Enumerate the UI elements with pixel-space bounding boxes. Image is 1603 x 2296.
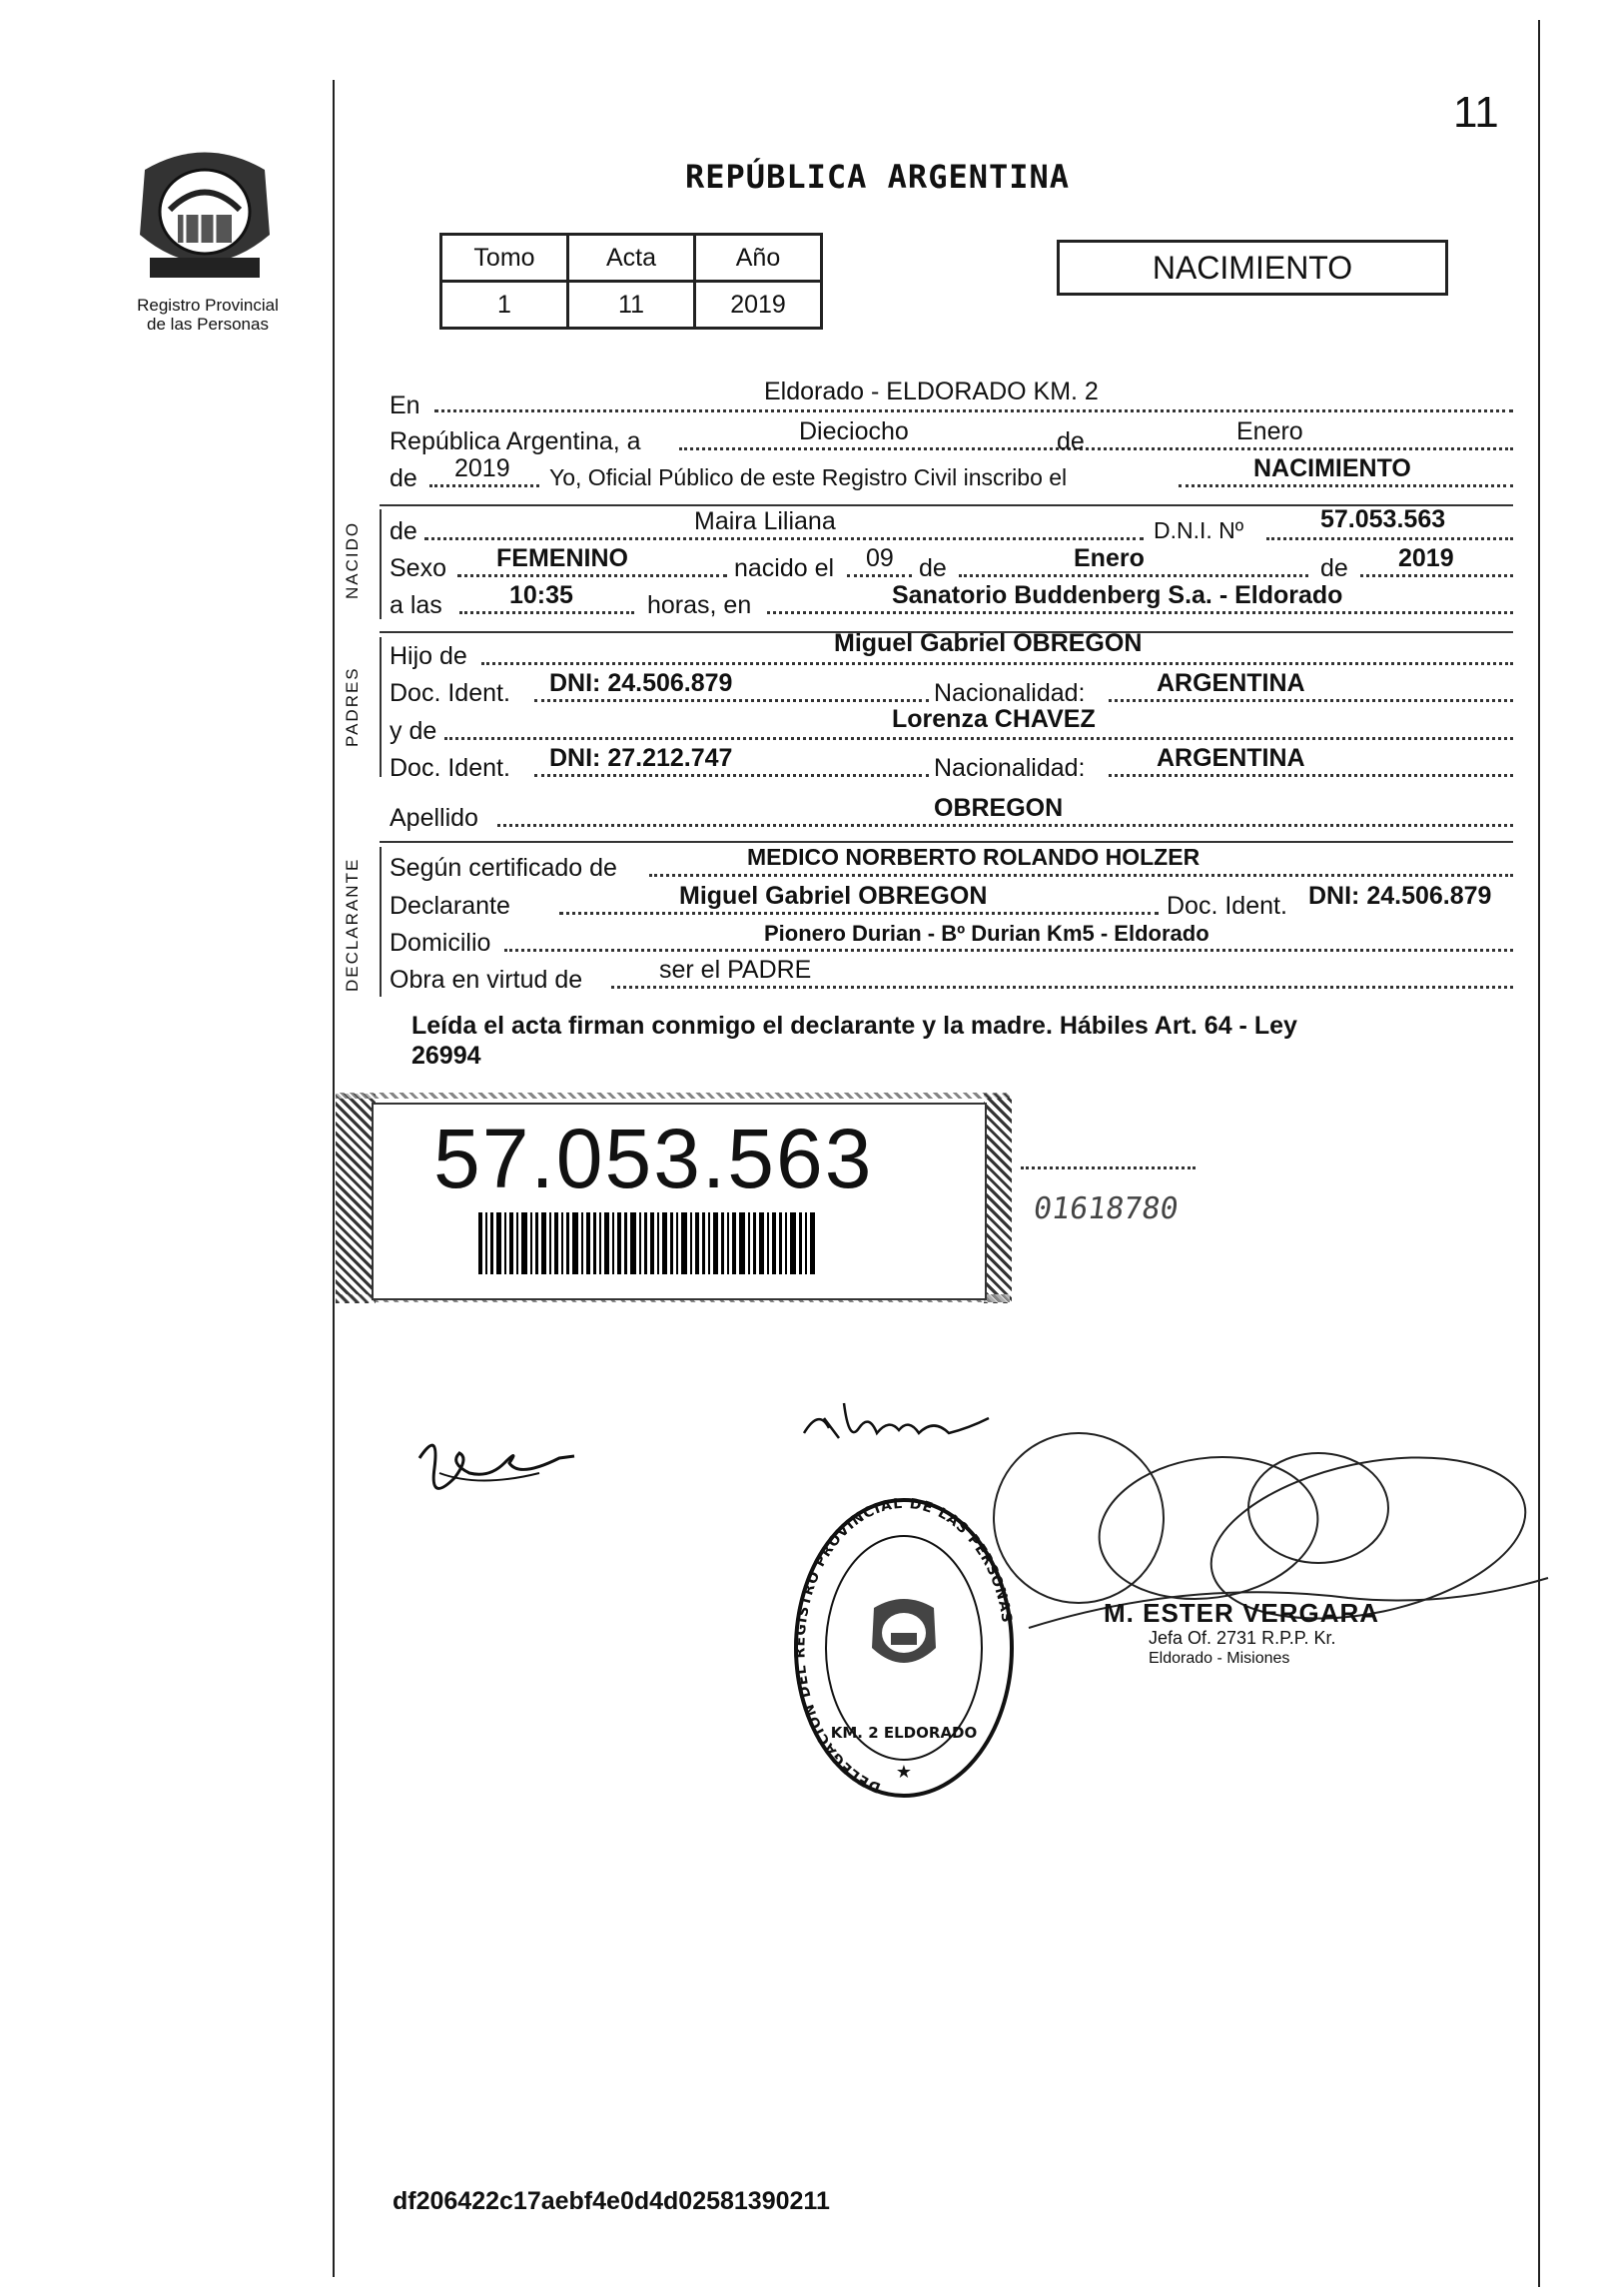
official-title: Jefa Of. 2731 R.P.P. Kr. — [1149, 1628, 1336, 1648]
dotted-line — [959, 574, 1308, 577]
table-value-anio: 2019 — [695, 282, 822, 329]
cert-label: Según certificado de — [390, 854, 617, 882]
dotted-line — [434, 409, 1513, 412]
document-type-label: NACIMIENTO — [1152, 250, 1353, 286]
stamp-outer-text: DELEGACION DEL REGISTRO PROVINCIAL DE LAS PERSONAS — [792, 1495, 1015, 1796]
republica-label: República Argentina, a — [390, 427, 641, 455]
madre-name-value: Lorenza CHAVEZ — [892, 705, 1096, 733]
declarante-doc-value: DNI: 24.506.879 — [1308, 882, 1492, 910]
dotted-line — [444, 737, 1513, 740]
nacido-bracket — [380, 509, 382, 619]
en-label: En — [390, 391, 420, 419]
dotted-line — [457, 574, 727, 577]
sexo-value: FEMENINO — [496, 544, 628, 572]
nacido-side-label: NACIDO — [343, 520, 362, 599]
oficial-text: Yo, Oficial Público de este Registro Civil inscribo el — [549, 464, 1068, 490]
domicilio-value: Pionero Durian - Bº Durian Km5 - Eldorado — [764, 921, 1209, 946]
table-header-anio: Año — [695, 235, 822, 282]
logo-caption: Registro Provincial de las Personas — [137, 296, 279, 334]
month-value: Enero — [1236, 417, 1303, 445]
right-margin-line — [1538, 20, 1540, 2287]
dotted-line — [424, 537, 1144, 540]
year-value: 2019 — [454, 454, 510, 482]
sexo-label: Sexo — [390, 554, 446, 582]
registry-stamp — [789, 1488, 1019, 1813]
dotted-line — [534, 699, 929, 702]
padres-side-label: PADRES — [343, 666, 362, 747]
dotted-line — [1109, 774, 1513, 777]
madre-nac-value: ARGENTINA — [1157, 744, 1305, 772]
dotted-line — [504, 949, 1513, 952]
day-value: Dieciocho — [799, 417, 909, 445]
dotted-line — [679, 447, 1513, 450]
horas-en-label: horas, en — [647, 591, 752, 619]
madre-doc-label: Doc. Ident. — [390, 754, 510, 782]
declarante-bracket — [380, 847, 382, 997]
de-label: de — [1057, 427, 1085, 455]
table-value-acta: 11 — [568, 282, 695, 329]
anio-value: 2019 — [1398, 544, 1454, 572]
security-ornament-top — [336, 1093, 1010, 1099]
madre-signature — [799, 1388, 999, 1463]
footer-hash: df206422c17aebf4e0d4d02581390211 — [393, 2187, 830, 2215]
dotted-line — [1179, 484, 1513, 487]
tomo-acta-anio-table — [439, 233, 823, 330]
obra-value: ser el PADRE — [659, 956, 812, 984]
declarante-doc-label: Doc. Ident. — [1167, 892, 1287, 920]
alas-label: a las — [390, 591, 442, 619]
dotted-line — [559, 912, 1159, 915]
leida-text: Leída el acta firman conmigo el declarante y la madre. Hábiles Art. 64 - Ley 26994 — [411, 1012, 1297, 1070]
official-name: M. ESTER VERGARA — [1104, 1598, 1380, 1628]
security-ornament-right — [984, 1094, 1012, 1303]
table-value-tomo: 1 — [441, 282, 568, 329]
tipo-value: NACIMIENTO — [1253, 454, 1411, 482]
dotted-line — [497, 824, 1513, 827]
hijo-de-label: Hijo de — [390, 642, 467, 670]
table-header-tomo: Tomo — [441, 235, 568, 282]
page-title: REPÚBLICA ARGENTINA — [685, 158, 1071, 196]
padres-bracket — [380, 637, 382, 777]
dotted-line — [481, 662, 1513, 665]
dotted-line — [459, 611, 634, 614]
apellido-value: OBREGON — [934, 794, 1064, 822]
serial-stamp-line — [1021, 1166, 1196, 1169]
dotted-line — [611, 986, 1513, 989]
dotted-line — [1360, 574, 1513, 577]
dotted-line — [1109, 699, 1513, 702]
dotted-line — [534, 774, 929, 777]
declarante-label: Declarante — [390, 892, 510, 920]
dni-label: D.N.I. Nº — [1154, 517, 1244, 543]
de-anio-label: de — [1320, 554, 1348, 582]
lugar-value: Sanatorio Buddenberg S.a. - Eldorado — [892, 581, 1343, 609]
declarante-value: Miguel Gabriel OBREGON — [679, 882, 988, 910]
declarante-signature — [409, 1418, 579, 1513]
de-mes-label: de — [919, 554, 947, 582]
serial-number: 01618780 — [1031, 1191, 1181, 1226]
madre-doc-value: DNI: 27.212.747 — [549, 744, 733, 772]
y-de-label: y de — [390, 717, 437, 745]
declarante-side-label: DECLARANTE — [343, 857, 362, 992]
padre-doc-value: DNI: 24.506.879 — [549, 669, 733, 697]
left-margin-line — [333, 80, 335, 2277]
star-icon: ★ — [895, 1762, 913, 1782]
dotted-line — [649, 874, 1513, 877]
padre-nac-value: ARGENTINA — [1157, 669, 1305, 697]
padre-doc-label: Doc. Ident. — [390, 679, 510, 707]
nacido-el-label: nacido el — [734, 554, 835, 582]
dia-value: 09 — [866, 544, 894, 572]
barcode-bars — [478, 1212, 818, 1279]
de-year-label: de — [390, 464, 417, 492]
security-ornament-left — [336, 1094, 376, 1303]
barcode-number: 57.053.563 — [433, 1112, 874, 1205]
separator-line — [380, 841, 1513, 843]
padre-name-value: Miguel Gabriel OBREGON — [834, 629, 1143, 657]
barcode-label — [372, 1103, 987, 1300]
child-name-value: Maira Liliana — [694, 507, 836, 535]
dotted-line — [429, 484, 539, 487]
page-number: 11 — [1453, 88, 1499, 137]
official-location: Eldorado - Misiones — [1149, 1650, 1290, 1667]
nacido-de-label: de — [390, 517, 417, 545]
obra-label: Obra en virtud de — [390, 966, 583, 994]
hora-value: 10:35 — [509, 581, 573, 609]
coat-of-arms-logo — [130, 140, 280, 290]
dotted-line — [1266, 537, 1513, 540]
child-dni-value: 57.053.563 — [1320, 505, 1446, 533]
madre-nac-label: Nacionalidad: — [934, 754, 1086, 782]
document-type-box — [1057, 240, 1448, 296]
dotted-line — [847, 574, 912, 577]
dotted-line — [767, 611, 1513, 614]
mes-value: Enero — [1074, 544, 1145, 572]
apellido-label: Apellido — [390, 804, 478, 832]
padre-nac-label: Nacionalidad: — [934, 679, 1086, 707]
en-value: Eldorado - ELDORADO KM. 2 — [764, 378, 1099, 405]
cert-value: MEDICO NORBERTO ROLANDO HOLZER — [747, 844, 1201, 870]
stamp-inner-text: KM. 2 ELDORADO — [830, 1724, 978, 1742]
table-header-acta: Acta — [568, 235, 695, 282]
domicilio-label: Domicilio — [390, 929, 491, 957]
